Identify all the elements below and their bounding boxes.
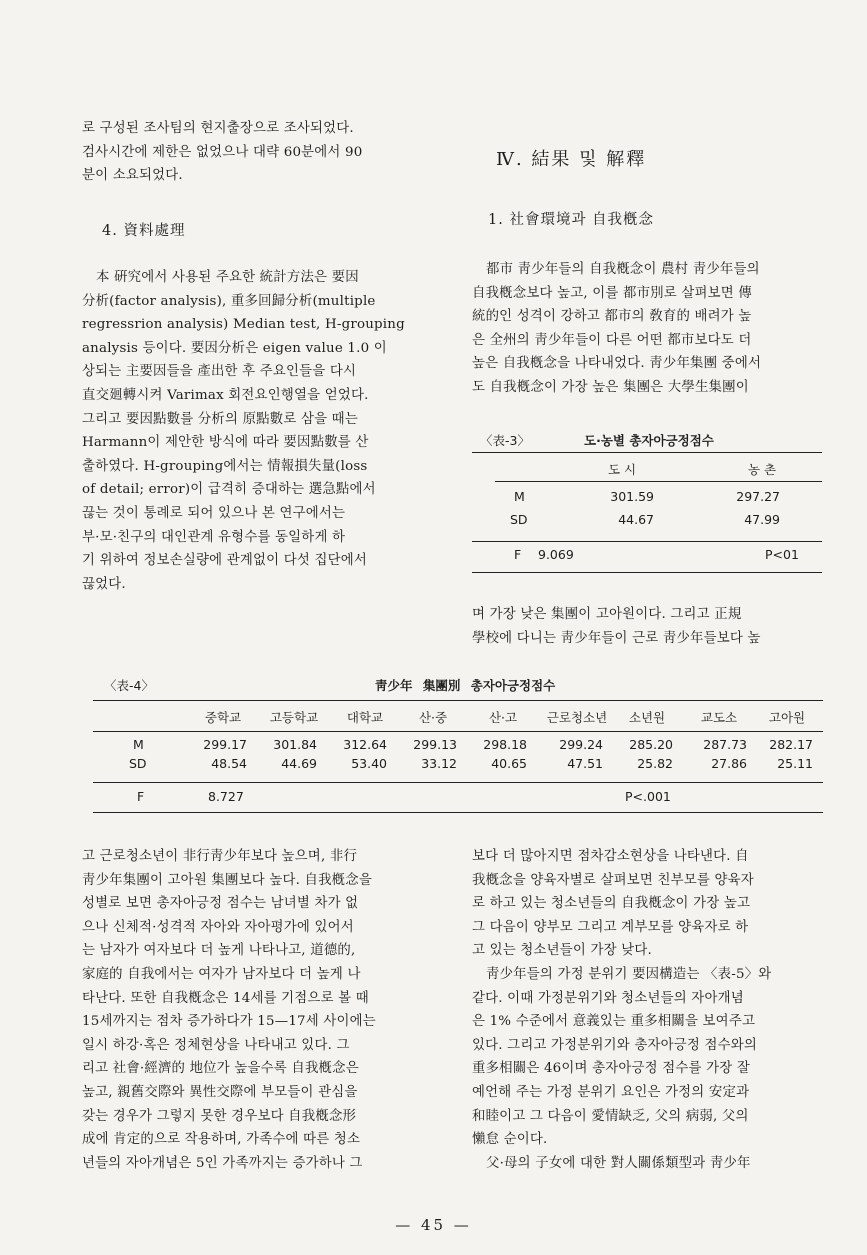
- table4-f-value: 8.727: [208, 789, 244, 804]
- table4-cell: 48.54: [211, 756, 247, 771]
- text-line: 있다. 그리고 가정분위기와 총자아긍정 점수와의: [472, 1037, 757, 1053]
- table4-footer: [93, 782, 823, 812]
- text-line: 성별로 보면 총자아긍정 점수는 남녀별 차가 없: [82, 896, 359, 912]
- table4-cell: 312.64: [343, 737, 387, 752]
- text-line: 靑少年들의 가정 분위기 要因構造는 〈表-5〉와: [486, 966, 772, 982]
- text-line: 本 硏究에서 사용된 주요한 統計方法은 要因: [96, 270, 359, 285]
- table3-header: 농 촌: [747, 462, 777, 477]
- table3-f-label: F: [514, 547, 522, 562]
- table3-label: 〈表-3〉: [480, 433, 530, 448]
- table4-cell: 287.73: [703, 737, 747, 752]
- table4-title: 靑少年 集團別 총자아긍정점수: [375, 678, 556, 693]
- text-line: 끊는 것이 통례로 되어 있으나 본 연구에서는: [82, 505, 346, 521]
- text-line: 같다. 이때 가정분위기와 청소년들의 자아개념: [472, 990, 744, 1006]
- section-4-heading: 4. 資料處理: [102, 223, 186, 239]
- text-line: 學校에 다니는 靑少年들이 근로 靑少年들보다 높: [472, 630, 761, 646]
- table4-header: 중학교: [204, 710, 242, 725]
- table4-header: 대학교: [346, 710, 384, 725]
- table4-cell: 282.17: [769, 737, 813, 752]
- bottom-left-paragraph: [82, 845, 454, 1175]
- table4-header: 고등학교: [269, 710, 319, 725]
- table4-cell: 285.20: [629, 737, 673, 752]
- text-line: 년들의 자아개념은 5인 가족까지는 증가하나 그: [82, 1155, 363, 1171]
- text-line: 갖는 경우가 그렇지 못한 경우보다 自我槪念形: [82, 1108, 357, 1124]
- table4-label: 〈表-4〉: [104, 678, 154, 693]
- table4-cell: 299.24: [559, 737, 603, 752]
- table4-cell: 27.86: [711, 756, 747, 771]
- table3-title: 도·농별 총자아긍정점수: [584, 433, 714, 448]
- table4-cell: 298.18: [483, 737, 527, 752]
- table3-cell: 44.67: [618, 512, 654, 527]
- text-line: 분이 소요되었다.: [82, 168, 183, 184]
- text-line: 로 구성된 조사팀의 현지출장으로 조사되었다.: [82, 121, 354, 136]
- text-line: 검사시간에 제한은 없었으나 대략 60분에서 90: [82, 144, 363, 160]
- text-line: 15세까지는 점차 증가하다가 15—17세 사이에는: [82, 1014, 376, 1030]
- table3-row-label: M: [514, 489, 525, 504]
- table4-header: 소년원: [628, 710, 666, 725]
- table3-cell: 47.99: [744, 512, 780, 527]
- text-line: 기 위하여 정보손실량에 관계없이 다섯 집단에서: [82, 553, 367, 569]
- table4-cell: 44.69: [281, 756, 317, 771]
- text-line: 그리고 要因點數를 分析의 原點數로 삼을 때는: [82, 411, 358, 427]
- table3-footer: [472, 541, 822, 571]
- text-line: 높고, 親舊交際와 異性交際에 부모들이 관심을: [82, 1084, 358, 1100]
- table4-row-label: SD: [129, 756, 147, 771]
- text-line: 타난다. 또한 自我槪念은 14세를 기점으로 볼 때: [82, 990, 369, 1006]
- text-line: 分析(factor analysis), 重多回歸分析(multiple: [82, 293, 376, 309]
- text-line: of detail; error)이 급격히 증대하는 選急點에서: [82, 482, 376, 498]
- table4-p-value: P<.001: [625, 789, 671, 804]
- text-line: 일시 하강·혹은 정체현상을 나타내고 있다. 그: [82, 1037, 350, 1053]
- table4-row-label: M: [133, 737, 144, 752]
- text-line: 成에 肯定的으로 작용하며, 가족수에 따른 청소: [82, 1132, 361, 1148]
- text-line: 和睦이고 그 다음이 愛情缺乏, 父의 病弱, 父의: [472, 1108, 749, 1124]
- text-line: 높은 自我槪念을 나타내었다. 靑少年集團 중에서: [472, 356, 762, 372]
- text-line: 懶怠 순이다.: [472, 1132, 548, 1148]
- text-line: 상되는 主要因들을 產出한 후 주요인들을 다시: [82, 364, 357, 380]
- table4-cell: 301.84: [273, 737, 317, 752]
- text-line: 는 남자가 여자보다 더 높게 나타나고, 道德的,: [82, 943, 356, 959]
- text-line: 重多相關은 46이며 총자아긍정 점수를 가장 잘: [472, 1061, 750, 1077]
- text-line: 我槪念을 양육자별로 살펴보면 친부모를 양육자: [472, 872, 754, 888]
- table4-cell: 299.17: [203, 737, 247, 752]
- table4-cell: 299.13: [413, 737, 457, 752]
- text-line: 도 自我槪念이 가장 높은 集團은 大學生集團이: [472, 379, 749, 395]
- text-line: 統的인 성격이 강하고 都市의 敎育的 배려가 높: [472, 309, 752, 325]
- table4-cell: 25.11: [777, 756, 813, 771]
- text-line: 自我槪念보다 높고, 이를 都市別로 살펴보면 傳: [472, 285, 752, 301]
- table4-header-row: [93, 700, 823, 732]
- right-after-table: [472, 603, 824, 650]
- text-line: 은 1% 수준에서 意義있는 重多相關을 보여주고: [472, 1014, 756, 1030]
- table4-body: [93, 731, 823, 783]
- table4-header: 고아원: [768, 710, 806, 725]
- text-line: 리고 社會·經濟的 地位가 높을수록 自我槪念은: [82, 1061, 359, 1077]
- table4-rule-bottom: [93, 812, 823, 813]
- text-line: 家庭的 自我에서는 여자가 남자보다 더 높게 나: [82, 966, 361, 982]
- text-line: 直交廻轉시켜 Varimax 회전요인행열을 얻었다.: [82, 387, 369, 403]
- text-line: Harmann이 제안한 방식에 따라 要因點數를 산: [82, 435, 369, 451]
- right-paragraph: [472, 258, 824, 400]
- table4-cell: 33.12: [421, 756, 457, 771]
- table4-cell: 47.51: [567, 756, 603, 771]
- table4-cell: 53.40: [351, 756, 387, 771]
- text-line: 로 하고 있는 청소년들의 自我槪念이 가장 높고: [472, 896, 751, 912]
- text-line: 며 가장 낮은 集團이 고아원이다. 그리고 正規: [472, 607, 742, 622]
- table4-f-label: F: [137, 789, 145, 804]
- left-top-text: [82, 117, 454, 188]
- text-line: 은 全州의 靑少年들이 다른 어떤 都市보다도 더: [472, 332, 752, 348]
- text-line: 고 있는 청소년들이 가장 낮다.: [472, 943, 652, 959]
- table4-cell: 40.65: [491, 756, 527, 771]
- table4-cell: 25.82: [637, 756, 673, 771]
- text-line: 부·모·친구의 대인관계 유형수를 동일하게 하: [82, 529, 346, 545]
- subsection-heading: 1. 社會環境과 自我槪念: [488, 212, 655, 228]
- table3-f-value: 9.069: [538, 547, 574, 562]
- table3-rule-bottom: [472, 572, 822, 573]
- left-paragraph: [82, 266, 454, 596]
- text-line: 출하였다. H-grouping에서는 情報損失量(loss: [82, 458, 368, 474]
- table3-cell: 301.59: [610, 489, 654, 504]
- table4-header: 산·중: [418, 710, 448, 725]
- text-line: 父·母의 子女에 대한 對人關係類型과 靑少年: [486, 1155, 751, 1171]
- page-number: — 45 —: [395, 1216, 472, 1234]
- table4-header: 근로청소년: [546, 710, 608, 725]
- text-line: regressrion analysis) Median test, H-grouping: [82, 317, 405, 333]
- text-line: 그 다음이 양부모 그리고 계부모를 양육자로 하: [472, 919, 749, 935]
- table3-header: 도 시: [607, 462, 637, 477]
- text-line: 都市 靑少年들의 自我槪念이 農村 靑少年들의: [486, 262, 760, 277]
- bottom-right-paragraph: [472, 845, 824, 1175]
- table4-header: 산·고: [488, 710, 518, 725]
- text-line: 고 근로청소년이 非行靑少年보다 높으며, 非行: [82, 849, 358, 864]
- table3-row-label: SD: [510, 512, 528, 527]
- text-line: 靑少年集團이 고아원 集團보다 높다. 自我槪念을: [82, 872, 372, 888]
- table3-p-value: P<01: [765, 547, 799, 562]
- section-heading: Ⅳ. 結果 및 解釋: [496, 149, 647, 170]
- text-line: 예언해 주는 가정 분위기 요인은 가정의 安定과: [472, 1084, 750, 1100]
- text-line: analysis 등이다. 要因分析은 eigen value 1.0 이: [82, 340, 387, 356]
- table3-cell: 297.27: [736, 489, 780, 504]
- text-line: 보다 더 많아지면 점차감소현상을 나타낸다. 自: [472, 849, 749, 864]
- text-line: 으나 신체적·성격적 자아와 자아평가에 있어서: [82, 919, 354, 935]
- table4-header: 교도소: [700, 710, 738, 725]
- text-line: 끊었다.: [82, 576, 126, 592]
